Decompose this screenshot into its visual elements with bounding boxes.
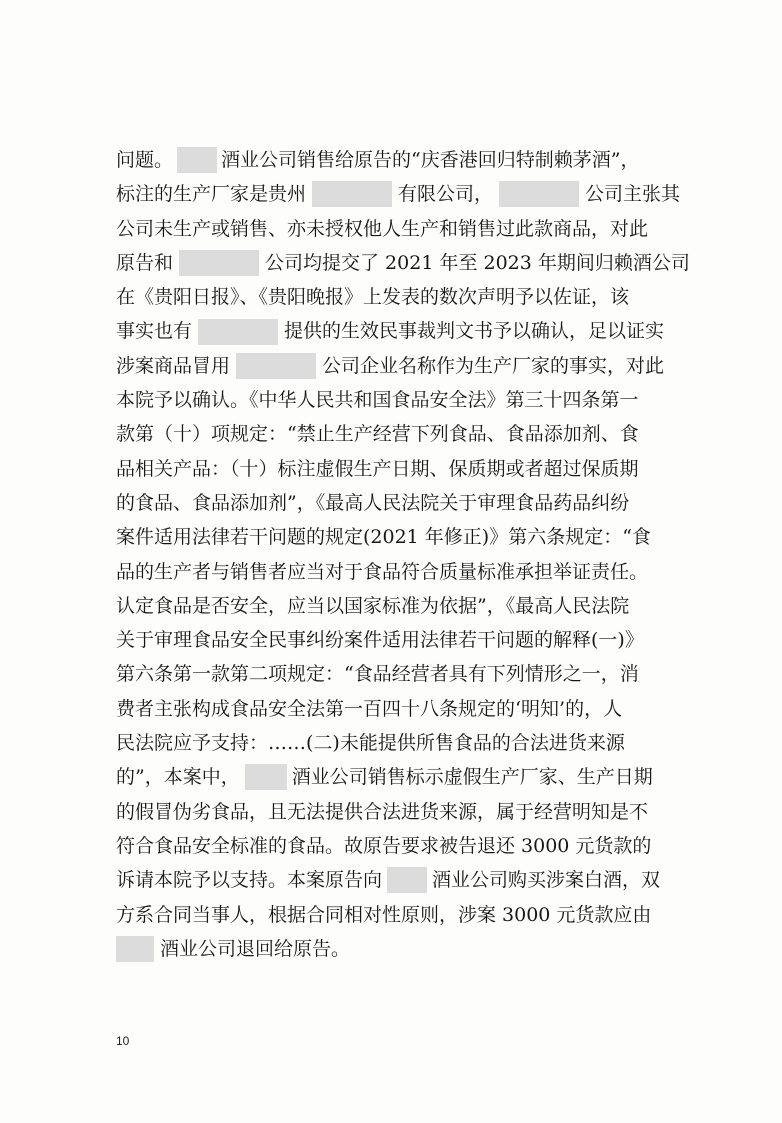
text-line [116, 383, 706, 417]
page-number: 10 [116, 1034, 130, 1048]
redaction-box [387, 867, 427, 893]
text-segment: 的”，本案中， [116, 766, 240, 789]
text-segment: 有限公司， [398, 183, 494, 206]
text-segment: 民法院应予支持：……(二)未能提供所售食品的合法进货来源 [116, 732, 625, 755]
text-line [116, 520, 706, 554]
redaction-box [198, 319, 278, 345]
text-segment: 问题。 [116, 149, 174, 171]
text-segment: 公司未生产或销售、亦未授权他人生产和销售过此款商品，对此 [116, 217, 649, 240]
text-segment: 的食品、食品添加剂”，《最高人民法院关于审理食品药品纠纷 [116, 491, 630, 514]
text-line [116, 623, 706, 657]
text-segment: 公司均提交了 2021 年至 2023 年期间归赖酒公司 [265, 251, 690, 274]
text-segment: 酒业公司销售给原告的“庆香港回归特制赖茅酒”， [221, 149, 640, 171]
text-line [116, 417, 706, 451]
text-line [116, 863, 706, 897]
text-segment: 酒业公司退回给原告。 [160, 937, 351, 960]
redaction-box [116, 936, 154, 962]
text-segment: 第六条第一款第二项规定：“食品经营者具有下列情形之一，消 [116, 663, 639, 686]
text-segment: 认定食品是否安全，应当以国家标准为依据”，《最高人民法院 [116, 594, 630, 617]
text-segment: 酒业公司购买涉案白酒，双 [432, 869, 661, 892]
text-line [116, 692, 706, 726]
text-line [116, 246, 706, 280]
text-segment: 诉请本院予以支持。本案原告向 [116, 869, 383, 892]
text-segment: 酒业公司销售标示虚假生产厂家、生产日期 [291, 766, 653, 789]
text-segment: 案件适用法律若干问题的规定(2021 年修正)》第六条规定：“食 [116, 526, 651, 549]
text-segment: 原告和 [116, 251, 174, 274]
text-segment: 品的生产者与销售者应当对于食品符合质量标准承担举证责任。 [116, 560, 649, 583]
redaction-box [312, 181, 392, 207]
text-line [116, 932, 706, 966]
text-line [116, 314, 706, 348]
body-text [116, 143, 706, 966]
text-line [116, 795, 706, 829]
text-segment: 关于审理食品安全民事纠纷案件适用法律若干问题的解释(一)》 [116, 629, 644, 652]
text-line [116, 280, 706, 314]
text-segment: 方系合同当事人，根据合同相对性原则，涉案 3000 元货款应由 [116, 903, 652, 926]
redaction-box [177, 147, 217, 173]
text-segment: 标注的生产厂家是贵州 [116, 183, 307, 206]
redaction-box [499, 181, 579, 207]
text-segment: 公司主张其 [585, 183, 681, 206]
redaction-box [179, 250, 259, 276]
text-line [116, 829, 706, 863]
text-line [116, 349, 706, 383]
text-line [116, 143, 706, 177]
text-line [116, 486, 706, 520]
text-segment: 本院予以确认。《中华人民共和国食品安全法》第三十四条第一 [116, 389, 639, 412]
text-line [116, 898, 706, 932]
text-segment: 公司企业名称作为生产厂家的事实，对此 [322, 354, 665, 377]
text-segment: 品相关产品：（十）标注虚假生产日期、保质期或者超过保质期 [116, 457, 639, 480]
text-segment: 在《贵阳日报》、《贵阳晚报》上发表的数次声明予以佐证，该 [116, 286, 630, 309]
text-line [116, 760, 706, 794]
text-segment: 款第（十）项规定：“禁止生产经营下列食品、食品添加剂、食 [116, 423, 639, 446]
text-segment: 的假冒伪劣食品，且无法提供合法进货来源，属于经营明知是不 [116, 800, 649, 823]
text-line [116, 726, 706, 760]
text-segment: 涉案商品冒用 [116, 354, 231, 377]
text-segment: 费者主张构成食品安全法第一百四十八条规定的‘明知’的，人 [116, 697, 623, 720]
text-segment: 提供的生效民事裁判文书予以确认，足以证实 [284, 320, 665, 343]
redaction-box [236, 353, 316, 379]
redaction-box [245, 764, 287, 790]
text-line [116, 589, 706, 623]
text-segment: 符合食品安全标准的食品。故原告要求被告退还 3000 元货款的 [116, 834, 652, 857]
text-line [116, 657, 706, 691]
text-line [116, 177, 706, 211]
text-line [116, 555, 706, 589]
text-line [116, 212, 706, 246]
text-line [116, 452, 706, 486]
text-segment: 事实也有 [116, 320, 193, 343]
